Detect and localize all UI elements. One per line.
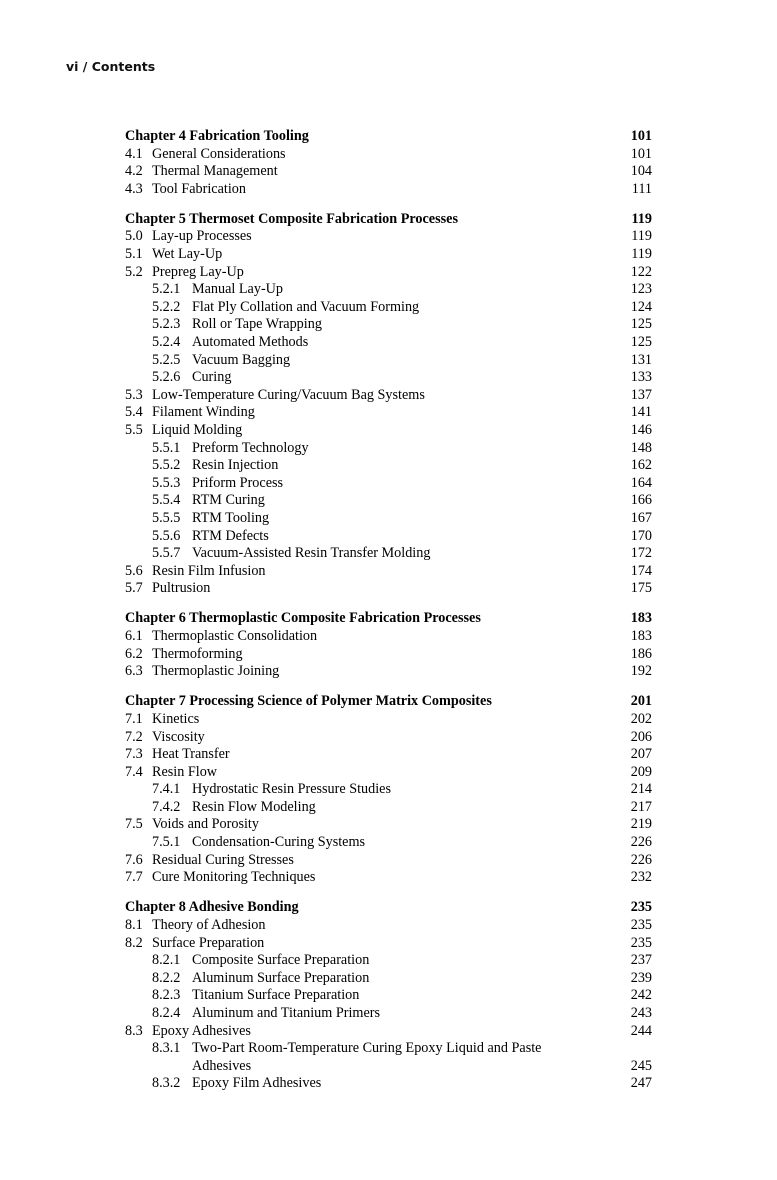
page-number: 206: [630, 728, 652, 745]
section-title: Automated Methods: [192, 334, 309, 351]
entry-label: [152, 987, 359, 1005]
section-title: Resin Flow Modeling: [192, 798, 316, 815]
section-title: Thermoplastic Consolidation: [152, 628, 318, 645]
chapter-heading[interactable]: [125, 610, 652, 628]
page-number: 101: [630, 145, 652, 162]
entry-label: [125, 935, 264, 953]
page-number: 186: [630, 645, 652, 662]
entry-label: [152, 1005, 380, 1023]
page-number: 209: [630, 763, 652, 780]
chapter-title: Chapter 7 Processing Science of Polymer Matrix Composites: [125, 693, 492, 710]
chapter-title: Chapter 5 Thermoset Composite Fabrication Processes: [125, 210, 458, 227]
page-number: 167: [630, 509, 652, 526]
page-number: 141: [630, 404, 652, 421]
section-title: Cure Monitoring Techniques: [152, 869, 316, 886]
page-number: 235: [630, 916, 652, 933]
chapter-section: [125, 899, 652, 1093]
section-number: 5.5.5: [152, 509, 181, 526]
page-number: 148: [630, 439, 652, 456]
entry-label: [125, 746, 230, 764]
toc-subsection-entry[interactable]: [125, 970, 652, 988]
section-title: Aluminum Surface Preparation: [192, 969, 370, 986]
toc-subsection-entry[interactable]: [125, 545, 652, 563]
page-number: 226: [630, 851, 652, 868]
section-title: Two-Part Room-Temperature Curing Epoxy Liquid and Paste: [192, 1040, 542, 1057]
toc-section-entry[interactable]: [125, 711, 652, 729]
entry-label: [152, 799, 316, 817]
section-title: Hydrostatic Resin Pressure Studies: [192, 781, 391, 798]
section-title: Curing: [192, 369, 232, 386]
section-number: 5.0: [125, 228, 143, 245]
section-title: Viscosity: [152, 728, 205, 745]
entry-label: [152, 510, 269, 528]
entry-label: [152, 1075, 321, 1093]
page-number: 125: [630, 316, 652, 333]
section-number: 8.2.2: [152, 969, 181, 986]
toc-section-entry[interactable]: [125, 646, 652, 664]
section-title: Pultrusion: [152, 580, 211, 597]
section-title: Liquid Molding: [152, 422, 243, 438]
chapter-section: [125, 128, 652, 198]
section-number: 8.2.4: [152, 1004, 181, 1021]
toc-section-entry[interactable]: [125, 264, 652, 282]
entry-label: [125, 146, 286, 164]
page-number: 124: [630, 298, 652, 315]
section-title: Heat Transfer: [152, 746, 230, 763]
page-number: 122: [630, 263, 652, 280]
page-number: 174: [630, 562, 652, 579]
section-title: Epoxy Adhesives: [152, 1022, 251, 1039]
chapter-section: [125, 693, 652, 887]
page-number: 183: [630, 610, 652, 627]
entry-label: [125, 404, 255, 422]
entry-label: [125, 711, 199, 729]
toc-section-entry[interactable]: [125, 387, 652, 405]
toc-subsection-entry[interactable]: [125, 799, 652, 817]
section-title: RTM Tooling: [192, 509, 270, 526]
toc-section-entry[interactable]: [125, 729, 652, 747]
page-number: 192: [630, 663, 652, 680]
section-number: 5.5.1: [152, 439, 181, 456]
section-title: Adhesives: [192, 1057, 252, 1074]
section-title: Vacuum-Assisted Resin Transfer Molding: [192, 545, 431, 562]
section-number: 8.2.1: [152, 952, 181, 969]
toc-subsection-entry[interactable]: [125, 510, 652, 528]
section-number: 5.2.1: [152, 281, 181, 298]
toc-section-entry[interactable]: [125, 163, 652, 181]
entry-label: [152, 528, 269, 546]
section-number: 4.1: [125, 145, 143, 162]
section-title: Vacuum Bagging: [192, 351, 291, 368]
section-number: 7.4: [125, 763, 143, 780]
toc-subsection-entry[interactable]: [125, 834, 652, 852]
entry-label: [125, 181, 246, 199]
page-number: 207: [630, 746, 652, 763]
entry-label: [152, 1040, 541, 1058]
entry-label: [125, 628, 317, 646]
toc-section-entry[interactable]: [125, 181, 652, 199]
section-number: 7.4.2: [152, 798, 181, 815]
toc-subsection-entry[interactable]: [125, 492, 652, 510]
entry-label: [152, 299, 419, 317]
entry-label: [152, 281, 283, 299]
section-number: 7.3: [125, 746, 143, 763]
section-title: RTM Curing: [192, 492, 265, 509]
section-title: Prepreg Lay-Up: [152, 263, 244, 280]
section-number: 5.2.3: [152, 316, 181, 333]
section-title: Priform Process: [192, 474, 284, 491]
entry-label: [125, 729, 205, 747]
toc-subsection-entry[interactable]: [125, 952, 652, 970]
entry-label: [152, 316, 322, 334]
section-number: 5.7: [125, 580, 143, 597]
section-number: 6.2: [125, 645, 143, 662]
page-number: 162: [630, 457, 652, 474]
toc-subsection-entry[interactable]: [125, 475, 652, 493]
entry-label: [152, 334, 308, 352]
toc-subsection-entry[interactable]: [125, 1005, 652, 1023]
section-title: Low-Temperature Curing/Vacuum Bag Systems: [152, 386, 425, 403]
table-of-contents: [125, 128, 652, 1105]
toc-section-entry[interactable]: [125, 228, 652, 246]
section-title: Surface Preparation: [152, 934, 265, 951]
section-number: 7.5: [125, 816, 143, 833]
page-number: 170: [630, 527, 652, 544]
page-number: 125: [630, 334, 652, 351]
entry-label: [152, 834, 365, 852]
section-title: Kinetics: [152, 710, 200, 727]
toc-subsection-entry[interactable]: [125, 440, 652, 458]
page-number: 146: [630, 422, 652, 438]
entry-label: [125, 264, 244, 282]
section-title: Theory of Adhesion: [152, 916, 266, 933]
section-title: Thermoplastic Joining: [152, 663, 280, 680]
entry-label: [152, 970, 369, 988]
page-number: 172: [630, 545, 652, 562]
toc-section-entry[interactable]: [125, 816, 652, 834]
entry-label: [152, 952, 369, 970]
section-title: Roll or Tape Wrapping: [192, 316, 322, 333]
section-title: Filament Winding: [152, 404, 255, 421]
entry-label: [152, 492, 265, 510]
page-number: 232: [630, 869, 652, 886]
chapter-heading[interactable]: [125, 693, 652, 711]
entry-label: [125, 228, 252, 246]
page-number: 111: [631, 180, 652, 197]
entry-label: [152, 352, 290, 370]
section-number: 5.5.4: [152, 492, 181, 509]
entry-label: [152, 475, 283, 493]
toc-subsection-entry[interactable]: [125, 281, 652, 299]
toc-section-entry[interactable]: [125, 1023, 652, 1041]
section-number: 7.6: [125, 851, 143, 868]
section-title: Voids and Porosity: [152, 816, 259, 833]
toc-section-entry[interactable]: [125, 764, 652, 782]
page-number: 101: [630, 128, 652, 144]
section-number: 5.5.3: [152, 474, 181, 491]
entry-label: [125, 764, 217, 782]
section-number: 5.1: [125, 246, 143, 263]
chapter-title: Chapter 4 Fabrication Tooling: [125, 128, 309, 144]
page-number: 202: [630, 710, 652, 727]
toc-section-entry[interactable]: [125, 580, 652, 598]
toc-subsection-entry[interactable]: [125, 528, 652, 546]
entry-label: [152, 545, 430, 563]
section-title: Tool Fabrication: [152, 180, 246, 197]
section-title: Resin Injection: [192, 457, 279, 474]
toc-section-entry[interactable]: [125, 869, 652, 887]
section-title: Resin Film Infusion: [152, 562, 266, 579]
running-head: vi / Contents: [66, 59, 156, 74]
section-number: 7.5.1: [152, 834, 181, 851]
toc-section-entry[interactable]: [125, 563, 652, 581]
page-number: 219: [630, 816, 652, 833]
section-number: 8.1: [125, 916, 143, 933]
entry-label: [125, 646, 243, 664]
entry-label: [125, 1023, 251, 1041]
toc-section-entry[interactable]: [125, 246, 652, 264]
section-title: Titanium Surface Preparation: [192, 987, 360, 1004]
entry-label: [152, 369, 231, 387]
entry-label: [125, 816, 259, 834]
page-number: 104: [630, 163, 652, 180]
page-number: 175: [630, 580, 652, 597]
section-number: 7.1: [125, 710, 143, 727]
chapter-title: Chapter 6 Thermoplastic Composite Fabrication Processes: [125, 610, 481, 627]
section-number: 8.3.1: [152, 1040, 181, 1057]
toc-subsection-entry[interactable]: [125, 781, 652, 799]
page-number: 237: [630, 952, 652, 969]
toc-section-entry[interactable]: [125, 746, 652, 764]
page-number: 137: [630, 386, 652, 403]
page-number: 119: [631, 210, 652, 227]
toc-subsection-entry[interactable]: [125, 299, 652, 317]
page-number: 242: [630, 987, 652, 1004]
page-number: 245: [630, 1057, 652, 1074]
section-number: 5.6: [125, 562, 143, 579]
entry-label: [125, 563, 266, 581]
section-title: Wet Lay-Up: [152, 246, 223, 263]
chapter-section: [125, 610, 652, 680]
entry-label: [125, 869, 315, 887]
section-title: Preform Technology: [192, 439, 309, 456]
page-number: 133: [630, 369, 652, 386]
section-number: 4.2: [125, 163, 143, 180]
section-number: 5.2.6: [152, 369, 181, 386]
toc-section-entry[interactable]: [125, 852, 652, 870]
section-number: 5.5: [125, 422, 143, 438]
toc-section-entry[interactable]: [125, 628, 652, 646]
section-number: 5.5.7: [152, 545, 181, 562]
chapter-section: [125, 211, 652, 598]
section-number: 7.7: [125, 869, 143, 886]
section-title: Epoxy Film Adhesives: [192, 1075, 322, 1092]
page-number: 183: [630, 628, 652, 645]
section-number: 5.2.5: [152, 351, 181, 368]
toc-subsection-entry[interactable]: [125, 352, 652, 370]
entry-label: [152, 457, 278, 475]
chapter-heading[interactable]: [125, 128, 652, 146]
toc-subsection-entry[interactable]: [125, 1040, 652, 1058]
chapter-title: Chapter 8 Adhesive Bonding: [125, 899, 299, 916]
entry-label: [125, 422, 242, 440]
page-number: 247: [630, 1075, 652, 1092]
page-number: 123: [630, 281, 652, 298]
page-number: 217: [630, 798, 652, 815]
section-title: Thermal Management: [152, 163, 278, 180]
toc-section-entry[interactable]: [125, 935, 652, 953]
section-number: 7.4.1: [152, 781, 181, 798]
section-number: 5.2.2: [152, 298, 181, 315]
entry-label: [125, 917, 265, 935]
entry-label: [192, 1058, 251, 1076]
chapter-heading[interactable]: [125, 211, 652, 229]
section-title: Composite Surface Preparation: [192, 952, 370, 969]
page-number: 164: [630, 474, 652, 491]
entry-label: [125, 663, 279, 681]
page-number: 235: [630, 934, 652, 951]
entry-label: [125, 163, 278, 181]
section-number: 6.1: [125, 628, 143, 645]
section-title: Thermoforming: [152, 645, 243, 662]
section-number: 5.2: [125, 263, 143, 280]
section-title: Condensation-Curing Systems: [192, 834, 366, 851]
section-number: 8.3: [125, 1022, 143, 1039]
page-number: 131: [630, 351, 652, 368]
section-title: Resin Flow: [152, 763, 218, 780]
toc-subsection-entry[interactable]: [125, 457, 652, 475]
section-title: Manual Lay-Up: [192, 281, 284, 298]
section-number: 8.2.3: [152, 987, 181, 1004]
entry-label: [125, 580, 210, 598]
entry-label: [125, 246, 222, 264]
section-number: 8.3.2: [152, 1075, 181, 1092]
toc-section-entry[interactable]: [125, 917, 652, 935]
section-title: RTM Defects: [192, 527, 269, 544]
section-number: 5.5.2: [152, 457, 181, 474]
section-number: 4.3: [125, 180, 143, 197]
toc-subsection-entry[interactable]: [125, 987, 652, 1005]
toc-subsection-entry[interactable]: [125, 1075, 652, 1093]
page-number: 214: [630, 781, 652, 798]
section-number: 6.3: [125, 663, 143, 680]
section-number: 5.5.6: [152, 527, 181, 544]
toc-section-entry[interactable]: [125, 422, 652, 440]
toc-subsection-entry[interactable]: [125, 369, 652, 387]
section-title: General Considerations: [152, 145, 286, 162]
toc-section-entry[interactable]: [125, 146, 652, 164]
chapter-heading[interactable]: [125, 899, 652, 917]
section-number: 5.4: [125, 404, 143, 421]
toc-subsection-entry[interactable]: [125, 334, 652, 352]
page-number: 244: [630, 1022, 652, 1039]
toc-subsection-entry[interactable]: [125, 316, 652, 334]
page-number: 235: [630, 899, 652, 916]
toc-subsection-entry[interactable]: [125, 1058, 652, 1076]
section-title: Flat Ply Collation and Vacuum Forming: [192, 298, 420, 315]
page-number: 239: [630, 969, 652, 986]
section-title: Lay-up Processes: [152, 228, 252, 245]
section-number: 5.2.4: [152, 334, 181, 351]
page-number: 243: [630, 1004, 652, 1021]
page-number: 119: [631, 228, 652, 245]
page-number: 166: [630, 492, 652, 509]
page-number: 119: [631, 246, 652, 263]
toc-section-entry[interactable]: [125, 404, 652, 422]
section-number: 8.2: [125, 934, 143, 951]
entry-label: [125, 852, 294, 870]
page-number: 226: [630, 834, 652, 851]
section-title: Residual Curing Stresses: [152, 851, 294, 868]
entry-label: [152, 440, 309, 458]
entry-label: [125, 387, 425, 405]
section-number: 5.3: [125, 386, 143, 403]
toc-section-entry[interactable]: [125, 663, 652, 681]
entry-label: [152, 781, 391, 799]
page-number: 201: [630, 693, 652, 710]
section-title: Aluminum and Titanium Primers: [192, 1004, 380, 1021]
section-number: 7.2: [125, 728, 143, 745]
